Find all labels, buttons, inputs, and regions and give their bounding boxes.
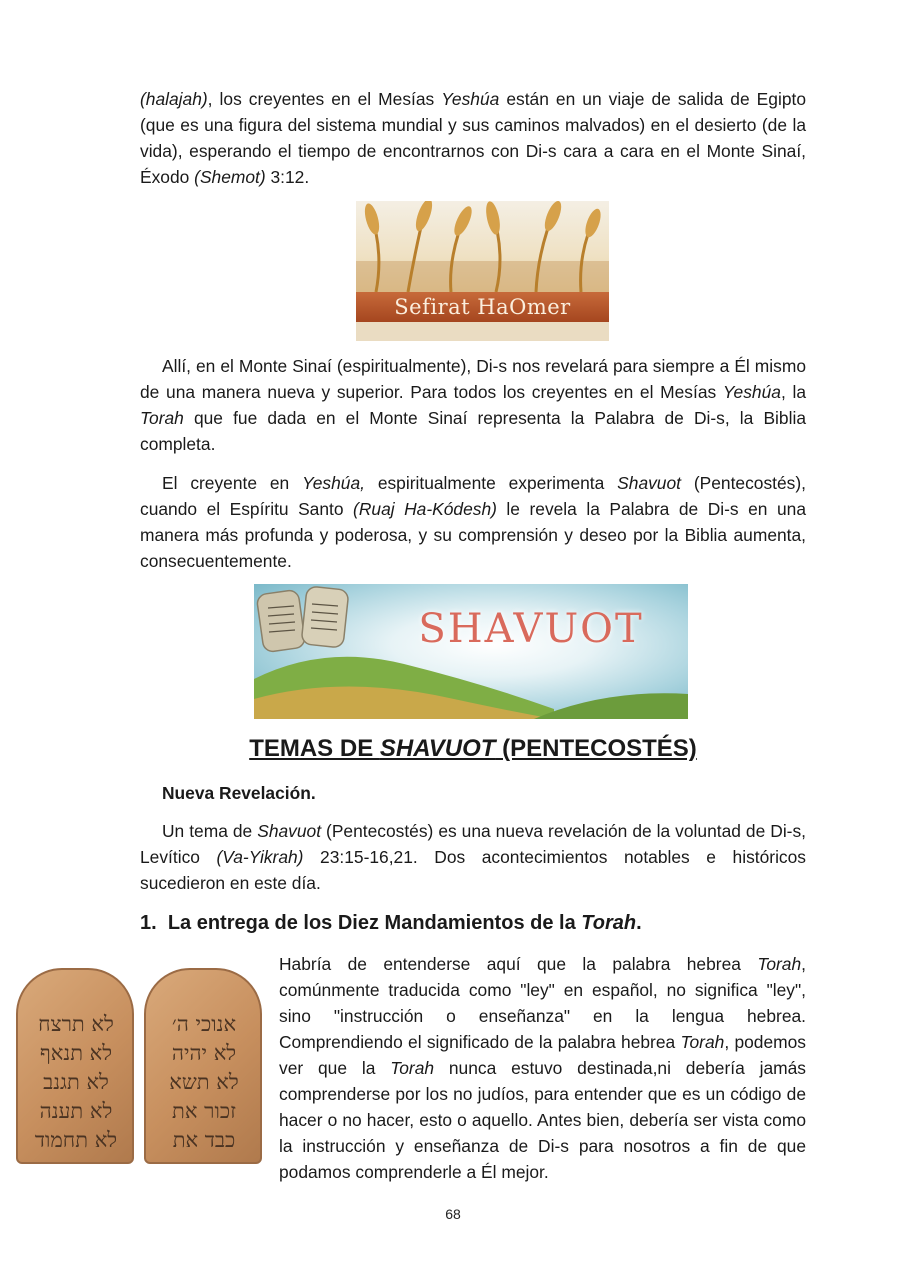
sefirat-haomer-image: [356, 201, 609, 341]
paragraph-text: (halajah), los creyentes en el Mesías Yeshúa están en un viaje de salida de Egipto (que es una figura del sistema mundial y sus caminos malvados) en el desierto (de la vida), esperando el tiempo de encontrarnos con Di-s cara a cara en el Monte Sinaí, Éxodo (Shemot) 3:12.: [140, 89, 806, 187]
tablet-text: לא תרצח לא תנאף לא תגנב לא תענה לא תחמוד: [34, 1012, 118, 1152]
paragraph-text: El creyente en Yeshúa, espiritualmente experimenta Shavuot (Pentecostés), cuando el Espíritu Santo (Ruaj Ha-Kódesh) le revela la Palabra de Di-s en una manera más profunda y poderosa, y su comprensión y deseo por la Biblia aumenta, consecuentemente.: [140, 473, 806, 571]
section-heading: TEMAS DE SHAVUOT (PENTECOSTÉS): [249, 735, 697, 762]
banner-title: SHAVUOT: [418, 606, 644, 652]
right-tablet: [144, 968, 262, 1164]
paragraph-text: Un tema de Shavuot (Pentecostés) es una nueva revelación de la voluntad de Di-s, Levítico (Va-Yikrah) 23:15-16,21. Dos acontecimientos notables e históricos sucedieron en este día.: [140, 821, 806, 893]
page-number: 68: [445, 1206, 461, 1222]
banner-footer: [356, 322, 609, 341]
subheading: Nueva Revelación.: [162, 783, 316, 803]
paragraph-believer: [140, 470, 806, 574]
tablet-text: אנוכי ה׳ לא יהיה לא תשא זכור את כבד את: [169, 1012, 239, 1152]
left-tablet: [16, 968, 134, 1164]
banner-title: Sefirat HaOmer: [356, 292, 609, 322]
paragraph-text: Allí, en el Monte Sinaí (espiritualmente), Di-s nos revelará para siempre a Él mismo de una manera nueva y superior. Para todos los creyentes en el Mesías Yeshúa, la Torah que fue dada en el Monte Sinaí representa la Palabra de Di-s, la Biblia completa.: [140, 356, 806, 454]
numbered-heading: 1. La entrega de los Diez Mandamientos de la Torah.: [140, 912, 642, 934]
paragraph-exodus: [140, 86, 806, 190]
tablets-small-icon: [256, 586, 349, 653]
paragraph-sinai: [140, 353, 806, 457]
shavuot-image: [254, 584, 688, 719]
ten-commandments-tablets-image: [16, 968, 264, 1164]
paragraph-revelation: [140, 818, 806, 896]
paragraph-text: Habría de entenderse aquí que la palabra hebrea Torah, comúnmente traducida como "ley" en español, no significa "ley", sino "instrucción o enseñanza" en la lengua hebrea. Comprendiendo el significado de la palabra hebrea Torah, podemos ver que la Torah nunca estuvo destinada,ni debería jamás comprenderse por los no judíos, para entender que es un código de hacer o no hacer, esto o aquello. Antes bien, debería ser vista como la instrucción y enseñanza de Di-s para nosotros a fin de que podamos comprenderle a Él mejor.: [279, 954, 806, 1182]
paragraph-torah-meaning: [279, 951, 806, 1185]
